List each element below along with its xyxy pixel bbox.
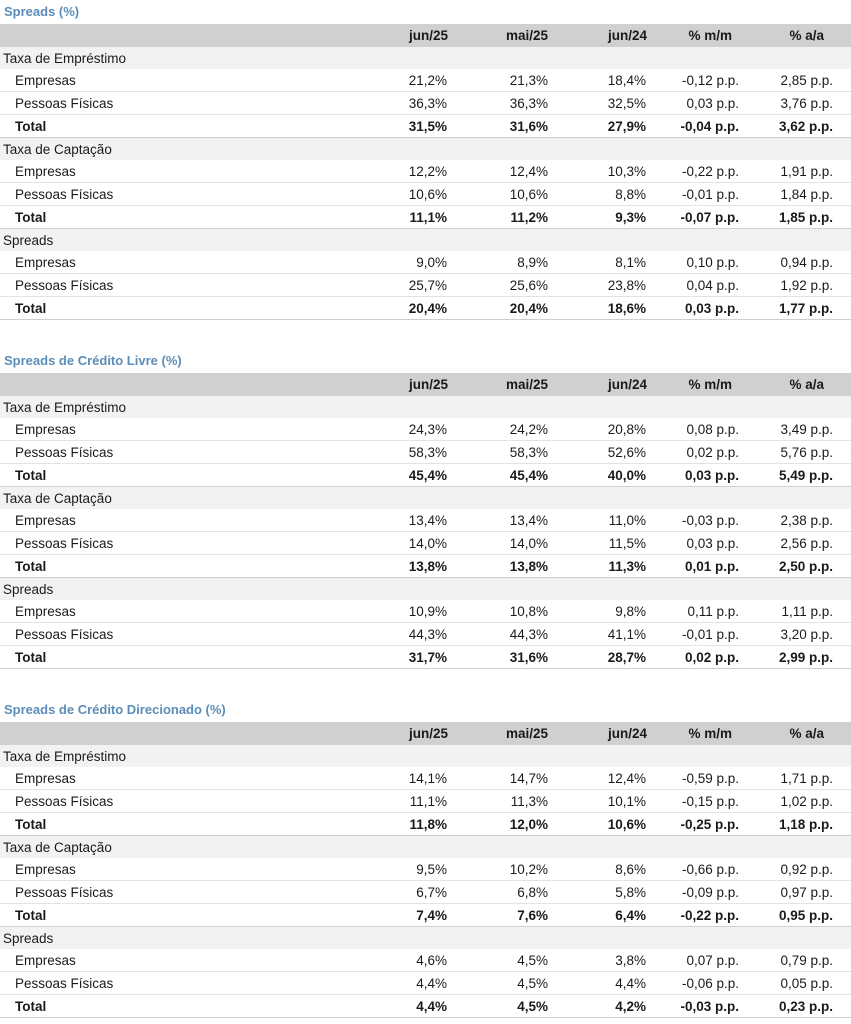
value-cell: 7,6% [451,904,551,927]
value-cell: -0,04 p.p. [651,115,751,138]
value-cell: 1,11 p.p. [751,600,851,623]
value-cell: 1,85 p.p. [751,206,851,229]
value-cell: 12,2% [351,160,451,183]
row-label: Total [0,555,351,578]
table-row [0,972,851,995]
value-cell: -0,03 p.p. [651,995,751,1018]
row-label: Pessoas Físicas [0,790,351,813]
column-header: % a/a [789,377,824,392]
value-cell: 6,8% [451,881,551,904]
table-row [0,881,851,904]
value-cell: 0,92 p.p. [751,858,851,881]
value-cell: 10,8% [451,600,551,623]
value-cell: 8,6% [551,858,651,881]
value-cell: 13,8% [451,555,551,578]
value-cell: 8,9% [451,251,551,274]
value-cell: 27,9% [551,115,651,138]
table-row [0,183,851,206]
total-row [0,115,851,138]
total-row [0,464,851,487]
table-row [0,92,851,115]
value-cell: -0,59 p.p. [651,767,751,790]
value-cell: 3,62 p.p. [751,115,851,138]
value-cell: 0,01 p.p. [651,555,751,578]
value-cell: 25,6% [451,274,551,297]
value-cell: 21,3% [451,69,551,92]
table-row [0,418,851,441]
value-cell: 11,1% [351,790,451,813]
row-label: Total [0,813,351,836]
value-cell: 2,56 p.p. [751,532,851,555]
value-cell: -0,06 p.p. [651,972,751,995]
value-cell: 11,5% [551,532,651,555]
column-header: jun/25 [408,28,448,43]
value-cell: 32,5% [551,92,651,115]
value-cell: 23,8% [551,274,651,297]
row-label: Pessoas Físicas [0,623,351,646]
value-cell: 20,4% [451,297,551,320]
total-row [0,297,851,320]
row-label: Empresas [0,858,351,881]
value-cell: 20,4% [351,297,451,320]
value-cell: 2,38 p.p. [751,509,851,532]
value-cell: 4,6% [351,949,451,972]
group-header-row [0,836,851,859]
group-title: Spreads [0,229,851,252]
row-label: Total [0,115,351,138]
value-cell: 20,8% [551,418,651,441]
value-cell: 21,2% [351,69,451,92]
table-row [0,532,851,555]
group-title: Taxa de Empréstimo [0,47,851,69]
value-cell: 0,03 p.p. [651,297,751,320]
value-cell: 41,1% [551,623,651,646]
value-cell: 58,3% [451,441,551,464]
row-label: Empresas [0,767,351,790]
section-title: Spreads de Crédito Livre (%) [4,353,182,368]
group-title: Taxa de Captação [0,138,851,161]
column-header: jun/25 [408,726,448,741]
row-label: Empresas [0,160,351,183]
value-cell: 24,3% [351,418,451,441]
value-cell: -0,09 p.p. [651,881,751,904]
value-cell: 10,6% [551,813,651,836]
value-cell: 0,97 p.p. [751,881,851,904]
value-cell: 4,2% [551,995,651,1018]
column-header: % a/a [789,726,824,741]
column-header: jun/25 [408,377,448,392]
value-cell: 31,6% [451,646,551,669]
value-cell: 44,3% [351,623,451,646]
value-cell: -0,12 p.p. [651,69,751,92]
value-cell: 0,03 p.p. [651,464,751,487]
group-header-row [0,578,851,601]
value-cell: 5,49 p.p. [751,464,851,487]
value-cell: 36,3% [451,92,551,115]
row-label: Empresas [0,69,351,92]
value-cell: -0,01 p.p. [651,183,751,206]
value-cell: 36,3% [351,92,451,115]
row-label: Pessoas Físicas [0,441,351,464]
row-label: Empresas [0,949,351,972]
value-cell: 45,4% [451,464,551,487]
column-header: jun/24 [607,726,647,741]
value-cell: 10,9% [351,600,451,623]
table-row [0,69,851,92]
table-row [0,623,851,646]
value-cell: 0,03 p.p. [651,532,751,555]
total-row [0,813,851,836]
value-cell: 11,2% [451,206,551,229]
value-cell: 2,50 p.p. [751,555,851,578]
row-label: Pessoas Físicas [0,274,351,297]
section-title: Spreads de Crédito Direcionado (%) [4,702,226,717]
value-cell: 0,02 p.p. [651,646,751,669]
value-cell: 3,76 p.p. [751,92,851,115]
row-label: Total [0,995,351,1018]
column-header: mai/25 [505,377,548,392]
value-cell: 10,6% [451,183,551,206]
row-label: Total [0,297,351,320]
value-cell: -0,07 p.p. [651,206,751,229]
value-cell: 10,3% [551,160,651,183]
column-header: mai/25 [505,726,548,741]
row-label: Total [0,464,351,487]
value-cell: 14,0% [451,532,551,555]
value-cell: 5,8% [551,881,651,904]
value-cell: 4,5% [451,949,551,972]
value-cell: -0,15 p.p. [651,790,751,813]
group-title: Spreads [0,578,851,601]
value-cell: 11,1% [351,206,451,229]
column-header: % a/a [789,28,824,43]
value-cell: 0,23 p.p. [751,995,851,1018]
value-cell: 1,77 p.p. [751,297,851,320]
header-row [0,24,851,47]
table-row [0,441,851,464]
spreads-credito-livre-section [0,349,851,669]
header-row [0,722,851,745]
table-row [0,274,851,297]
value-cell: 1,91 p.p. [751,160,851,183]
header-label-cell [0,24,351,47]
value-cell: 14,7% [451,767,551,790]
row-label: Empresas [0,509,351,532]
value-cell: 4,4% [351,995,451,1018]
value-cell: 18,4% [551,69,651,92]
value-cell: 4,5% [451,972,551,995]
value-cell: 7,4% [351,904,451,927]
spreads-section [0,0,851,320]
column-header: jun/24 [607,377,647,392]
row-label: Total [0,206,351,229]
row-label: Empresas [0,600,351,623]
value-cell: -0,01 p.p. [651,623,751,646]
data-table [0,373,851,669]
value-cell: 31,7% [351,646,451,669]
value-cell: 4,5% [451,995,551,1018]
value-cell: 8,8% [551,183,651,206]
group-title: Taxa de Captação [0,487,851,510]
table-row [0,790,851,813]
total-row [0,995,851,1018]
value-cell: -0,25 p.p. [651,813,751,836]
value-cell: -0,66 p.p. [651,858,751,881]
group-header-row [0,229,851,252]
group-header-row [0,138,851,161]
column-header: jun/24 [607,28,647,43]
header-row [0,373,851,396]
value-cell: 10,6% [351,183,451,206]
value-cell: 9,5% [351,858,451,881]
value-cell: 1,02 p.p. [751,790,851,813]
value-cell: 5,76 p.p. [751,441,851,464]
value-cell: 14,0% [351,532,451,555]
value-cell: 11,3% [451,790,551,813]
value-cell: 0,94 p.p. [751,251,851,274]
table-row [0,160,851,183]
value-cell: 4,4% [351,972,451,995]
value-cell: 6,4% [551,904,651,927]
value-cell: 52,6% [551,441,651,464]
value-cell: 1,18 p.p. [751,813,851,836]
group-header-row [0,745,851,767]
value-cell: 25,7% [351,274,451,297]
group-title: Taxa de Captação [0,836,851,859]
value-cell: 12,4% [551,767,651,790]
group-header-row [0,47,851,69]
section-title: Spreads (%) [4,4,80,19]
value-cell: 1,92 p.p. [751,274,851,297]
value-cell: 45,4% [351,464,451,487]
group-header-row [0,396,851,418]
value-cell: 9,3% [551,206,651,229]
value-cell: 2,99 p.p. [751,646,851,669]
value-cell: 24,2% [451,418,551,441]
header-label-cell [0,722,351,745]
value-cell: 2,85 p.p. [751,69,851,92]
column-header: % m/m [688,28,732,43]
value-cell: 40,0% [551,464,651,487]
value-cell: 10,1% [551,790,651,813]
column-header: mai/25 [505,28,548,43]
value-cell: 13,4% [351,509,451,532]
value-cell: 3,8% [551,949,651,972]
value-cell: 0,04 p.p. [651,274,751,297]
value-cell: 0,79 p.p. [751,949,851,972]
data-table [0,24,851,320]
value-cell: 0,11 p.p. [651,600,751,623]
value-cell: 18,6% [551,297,651,320]
table-row [0,509,851,532]
row-label: Pessoas Físicas [0,532,351,555]
column-header: % m/m [688,377,732,392]
value-cell: 31,5% [351,115,451,138]
row-label: Total [0,904,351,927]
value-cell: 6,7% [351,881,451,904]
spreads-credito-direcionado-section [0,698,851,1018]
value-cell: 14,1% [351,767,451,790]
value-cell: 44,3% [451,623,551,646]
value-cell: 3,49 p.p. [751,418,851,441]
table-row [0,600,851,623]
value-cell: -0,22 p.p. [651,904,751,927]
total-row [0,206,851,229]
data-table [0,722,851,1018]
total-row [0,904,851,927]
value-cell: 11,3% [551,555,651,578]
value-cell: 13,8% [351,555,451,578]
value-cell: 0,02 p.p. [651,441,751,464]
value-cell: 12,4% [451,160,551,183]
value-cell: 58,3% [351,441,451,464]
row-label: Pessoas Físicas [0,92,351,115]
table-row [0,858,851,881]
total-row [0,555,851,578]
value-cell: 12,0% [451,813,551,836]
value-cell: 0,95 p.p. [751,904,851,927]
value-cell: -0,03 p.p. [651,509,751,532]
row-label: Pessoas Físicas [0,183,351,206]
table-row [0,949,851,972]
value-cell: 0,03 p.p. [651,92,751,115]
value-cell: 1,71 p.p. [751,767,851,790]
value-cell: 3,20 p.p. [751,623,851,646]
row-label: Pessoas Físicas [0,972,351,995]
group-header-row [0,927,851,950]
column-header: % m/m [688,726,732,741]
row-label: Empresas [0,418,351,441]
value-cell: 13,4% [451,509,551,532]
value-cell: 4,4% [551,972,651,995]
value-cell: 10,2% [451,858,551,881]
value-cell: -0,22 p.p. [651,160,751,183]
group-title: Taxa de Empréstimo [0,745,851,767]
table-row [0,251,851,274]
value-cell: 28,7% [551,646,651,669]
table-row [0,767,851,790]
value-cell: 8,1% [551,251,651,274]
header-label-cell [0,373,351,396]
value-cell: 11,0% [551,509,651,532]
total-row [0,646,851,669]
group-header-row [0,487,851,510]
value-cell: 1,84 p.p. [751,183,851,206]
value-cell: 0,10 p.p. [651,251,751,274]
group-title: Taxa de Empréstimo [0,396,851,418]
value-cell: 0,05 p.p. [751,972,851,995]
value-cell: 31,6% [451,115,551,138]
row-label: Total [0,646,351,669]
value-cell: 9,8% [551,600,651,623]
value-cell: 0,07 p.p. [651,949,751,972]
value-cell: 11,8% [351,813,451,836]
row-label: Empresas [0,251,351,274]
row-label: Pessoas Físicas [0,881,351,904]
value-cell: 0,08 p.p. [651,418,751,441]
value-cell: 9,0% [351,251,451,274]
group-title: Spreads [0,927,851,950]
